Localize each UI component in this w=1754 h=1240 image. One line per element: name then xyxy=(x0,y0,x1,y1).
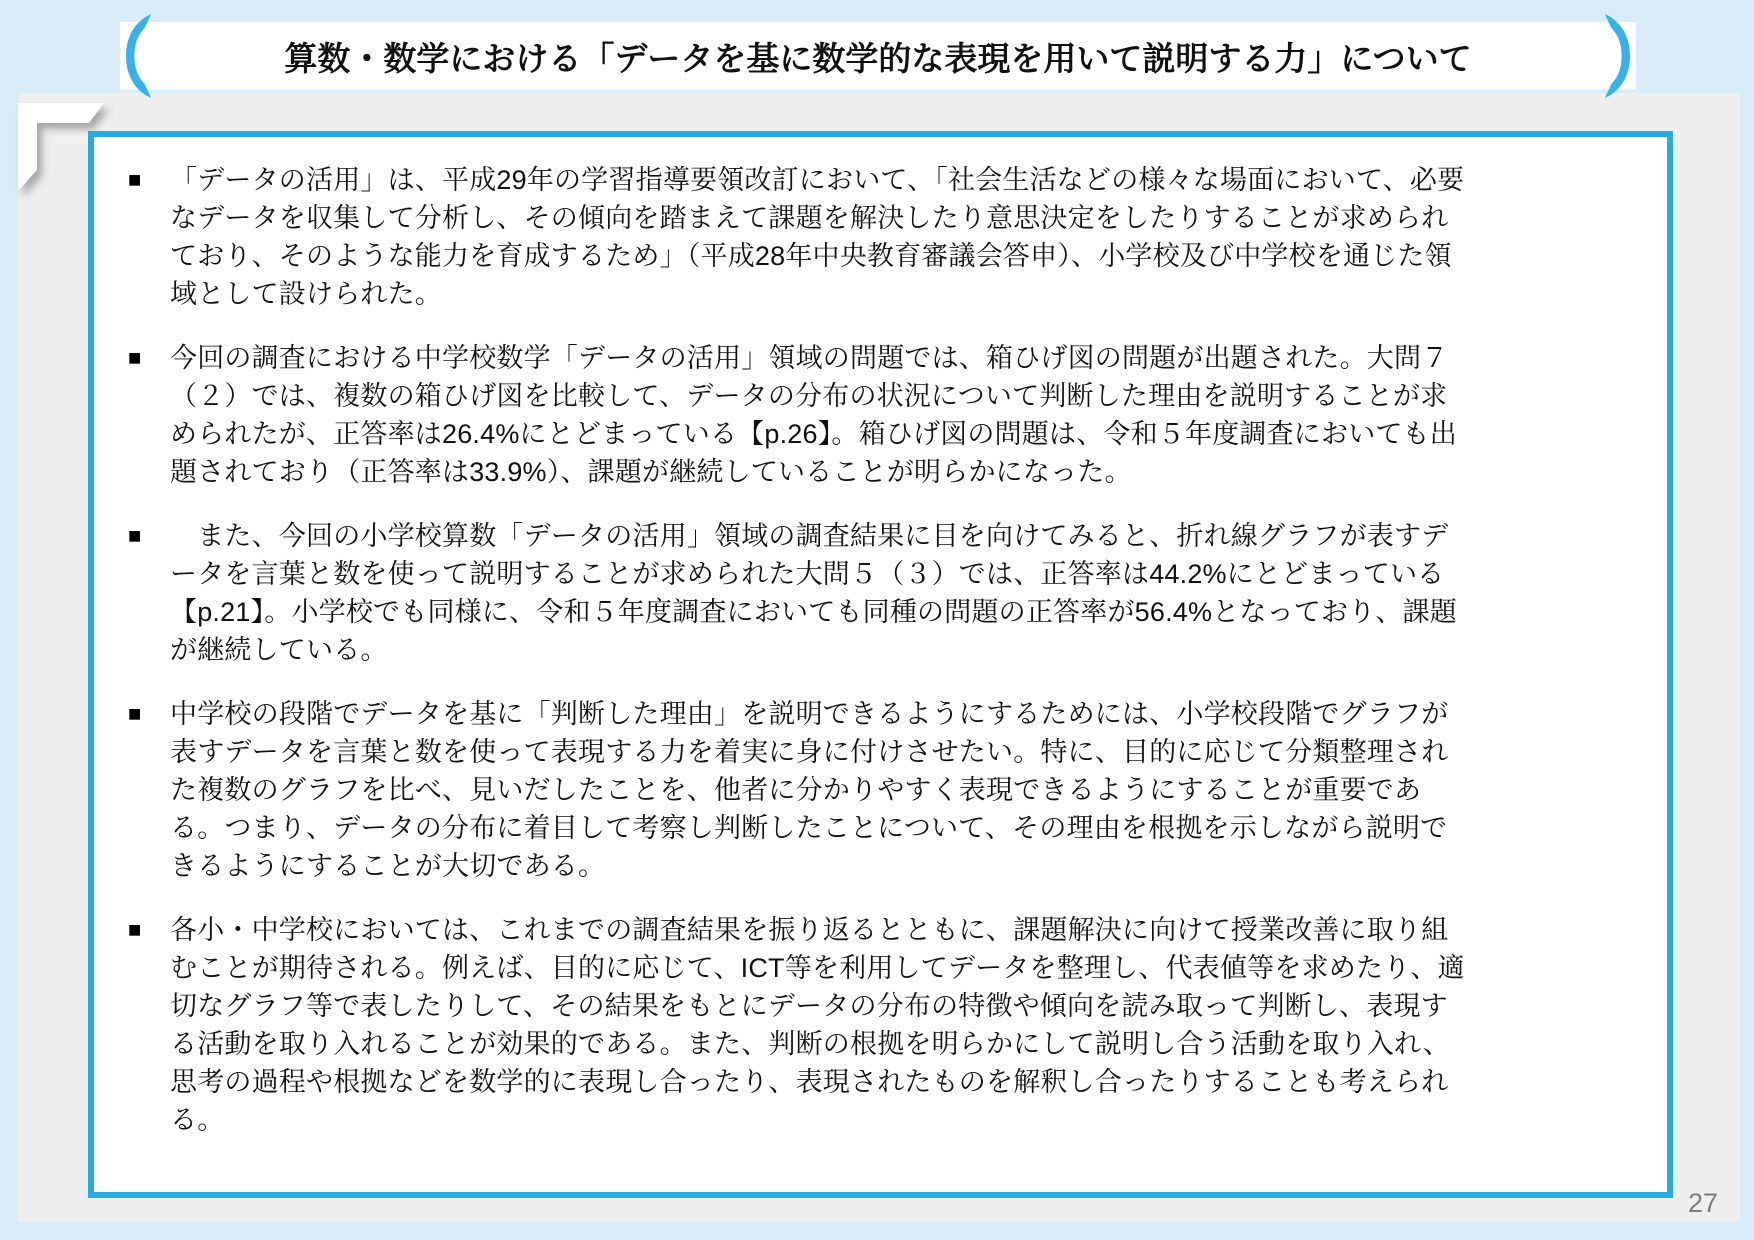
bullet-text: また、今回の小学校算数「データの活用」領域の調査結果に目を向けてみると、折れ線グラフが表すデータを言葉と数を使って説明することが求められた大問５（３）では、正答率は44.2%にとどまっている【p.21】。小学校でも同様に、令和５年度調査においても同種の問題の正答率が56.4%となっており、課題が継続している。 xyxy=(170,521,1458,665)
bullet-item xyxy=(120,695,1643,885)
right-bracket-icon xyxy=(1602,12,1630,100)
page-title: 算数・数学における「データを基に数学的な表現を用いて説明する力」について xyxy=(284,39,1472,77)
bullet-item xyxy=(120,161,1643,313)
bullet-item xyxy=(120,911,1643,1139)
bullet-item xyxy=(120,339,1643,491)
content-box xyxy=(88,131,1673,1198)
bullet-square-icon: ■ xyxy=(128,917,142,942)
bullet-text: 「データの活用」は、平成29年の学習指導要領改訂において、「社会生活などの様々な場面において、必要なデータを収集して分析し、その傾向を踏まえて課題を解決したり意思決定をしたりすることが求められており、そのような能力を育成するため」（平成28年中央教育審議会答申）、小学校及び中学校を通じた領域として設けられた。 xyxy=(170,165,1465,309)
bullet-text: 今回の調査における中学校数学「データの活用」領域の問題では、箱ひげ図の問題が出題された。大問７（２）では、複数の箱ひげ図を比較して、データの分布の状況について判断した理由を説明することが求められたが、正答率は26.4%にとどまっている【p.26】。箱ひげ図の問題は、令和５年度調査においても出題されており（正答率は33.9%）、課題が継続していることが明らかになった。 xyxy=(170,343,1458,487)
bullet-item xyxy=(120,517,1643,669)
bullet-square-icon: ■ xyxy=(128,701,142,726)
bullet-text: 中学校の段階でデータを基に「判断した理由」を説明できるようにするためには、小学校段階でグラフが表すデータを言葉と数を使って表現する力を着実に身に付けさせたい。特に、目的に応じて分類整理された複数のグラフを比べ、見いだしたことを、他者に分かりやすく表現できるようにすることが重要である。つまり、データの分布に着目して考察し判断したことについて、その理由を根拠を示しながら説明できるようにすることが大切である。 xyxy=(170,699,1449,881)
bullet-square-icon: ■ xyxy=(128,345,142,370)
bullet-square-icon: ■ xyxy=(128,523,142,548)
bullet-square-icon: ■ xyxy=(128,167,142,192)
page-number: 27 xyxy=(1688,1188,1719,1218)
bullet-text: 各小・中学校においては、これまでの調査結果を振り返るとともに、課題解決に向けて授業改善に取り組むことが期待される。例えば、目的に応じて、ICT等を利用してデータを整理し、代表値等を求めたり、適切なグラフ等で表したりして、その結果をもとにデータの分布の特徴や傾向を読み取って判断し、表現する活動を取り入れることが効果的である。また、判断の根拠を明らかにして説明し合う活動を取り入れ、思考の過程や根拠などを数学的に表現し合ったり、表現されたものを解釈し合ったりすることも考えられる。 xyxy=(170,915,1465,1135)
left-bracket-icon xyxy=(126,12,154,100)
title-banner xyxy=(120,22,1636,90)
